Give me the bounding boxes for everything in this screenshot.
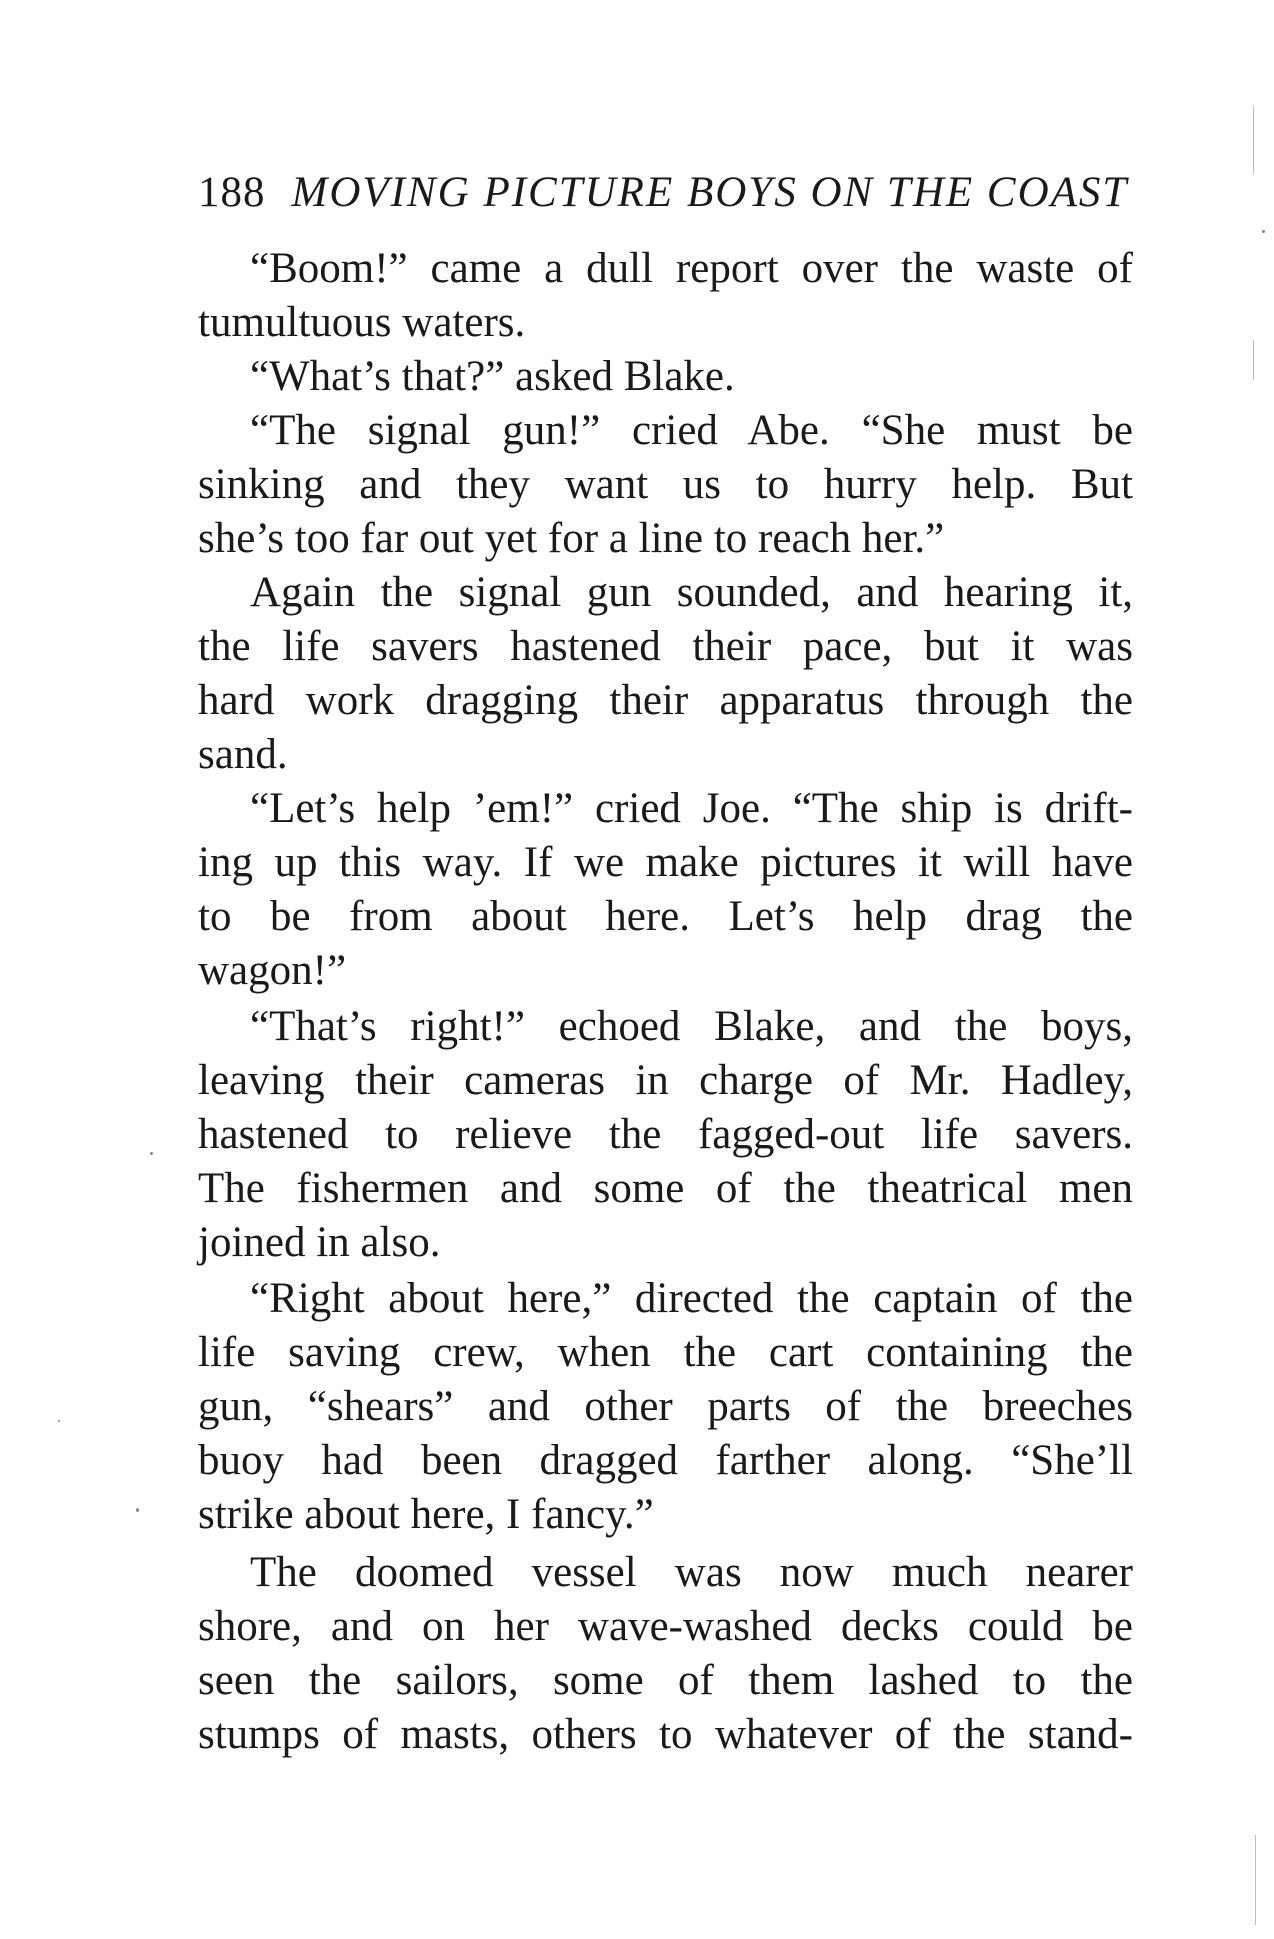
- text-line: hard work dragging their apparatus through the: [198, 677, 1133, 724]
- edge-mark: [1253, 105, 1254, 175]
- text-line: sand.: [198, 731, 288, 778]
- edge-mark: [1255, 1835, 1256, 1925]
- scan-speck: [1262, 230, 1265, 233]
- text-line: she’s too far out yet for a line to reach her.”: [198, 515, 945, 562]
- text-line: “Boom!” came a dull report over the waste of: [250, 245, 1133, 292]
- text-line: “That’s right!” echoed Blake, and the boys,: [250, 1003, 1133, 1050]
- running-header: [198, 168, 1133, 218]
- scan-speck: [150, 1152, 153, 1155]
- text-line: tumultuous waters.: [198, 299, 526, 346]
- text-line: sinking and they want us to hurry help. But: [198, 461, 1133, 508]
- text-line: “The signal gun!” cried Abe. “She must be: [250, 407, 1133, 454]
- edge-mark: [1253, 340, 1254, 380]
- text-line: strike about here, I fancy.”: [198, 1491, 654, 1538]
- text-line: “Let’s help ’em!” cried Joe. “The ship is drift-: [250, 785, 1133, 832]
- text-line: buoy had been dragged farther along. “She’ll: [198, 1437, 1133, 1484]
- text-line: “Right about here,” directed the captain of the: [250, 1275, 1133, 1322]
- text-line: stumps of masts, others to whatever of the stand-: [198, 1711, 1133, 1758]
- scan-speck: [136, 1508, 139, 1512]
- text-line: life saving crew, when the cart containing the: [198, 1329, 1133, 1376]
- text-line: The fishermen and some of the theatrical men: [198, 1165, 1133, 1212]
- text-line: shore, and on her wave-washed decks could be: [198, 1603, 1133, 1650]
- text-line: hastened to relieve the fagged-out life savers.: [198, 1111, 1133, 1158]
- page-number: 188: [198, 169, 266, 216]
- text-line: wagon!”: [198, 947, 347, 994]
- running-title: MOVING PICTURE BOYS ON THE COAST: [291, 169, 1129, 216]
- text-line: ing up this way. If we make pictures it will have: [198, 839, 1133, 886]
- text-line: to be from about here. Let’s help drag the: [198, 893, 1133, 940]
- text-line: Again the signal gun sounded, and hearing it,: [250, 569, 1133, 616]
- text-line: joined in also.: [198, 1219, 441, 1266]
- text-line: The doomed vessel was now much nearer: [250, 1549, 1133, 1596]
- text-line: the life savers hastened their pace, but it was: [198, 623, 1133, 670]
- text-line: “What’s that?” asked Blake.: [250, 353, 735, 400]
- text-line: leaving their cameras in charge of Mr. Hadley,: [198, 1057, 1133, 1104]
- text-line: gun, “shears” and other parts of the breeches: [198, 1383, 1133, 1430]
- text-line: seen the sailors, some of them lashed to the: [198, 1657, 1133, 1704]
- scan-speck: [58, 1420, 60, 1422]
